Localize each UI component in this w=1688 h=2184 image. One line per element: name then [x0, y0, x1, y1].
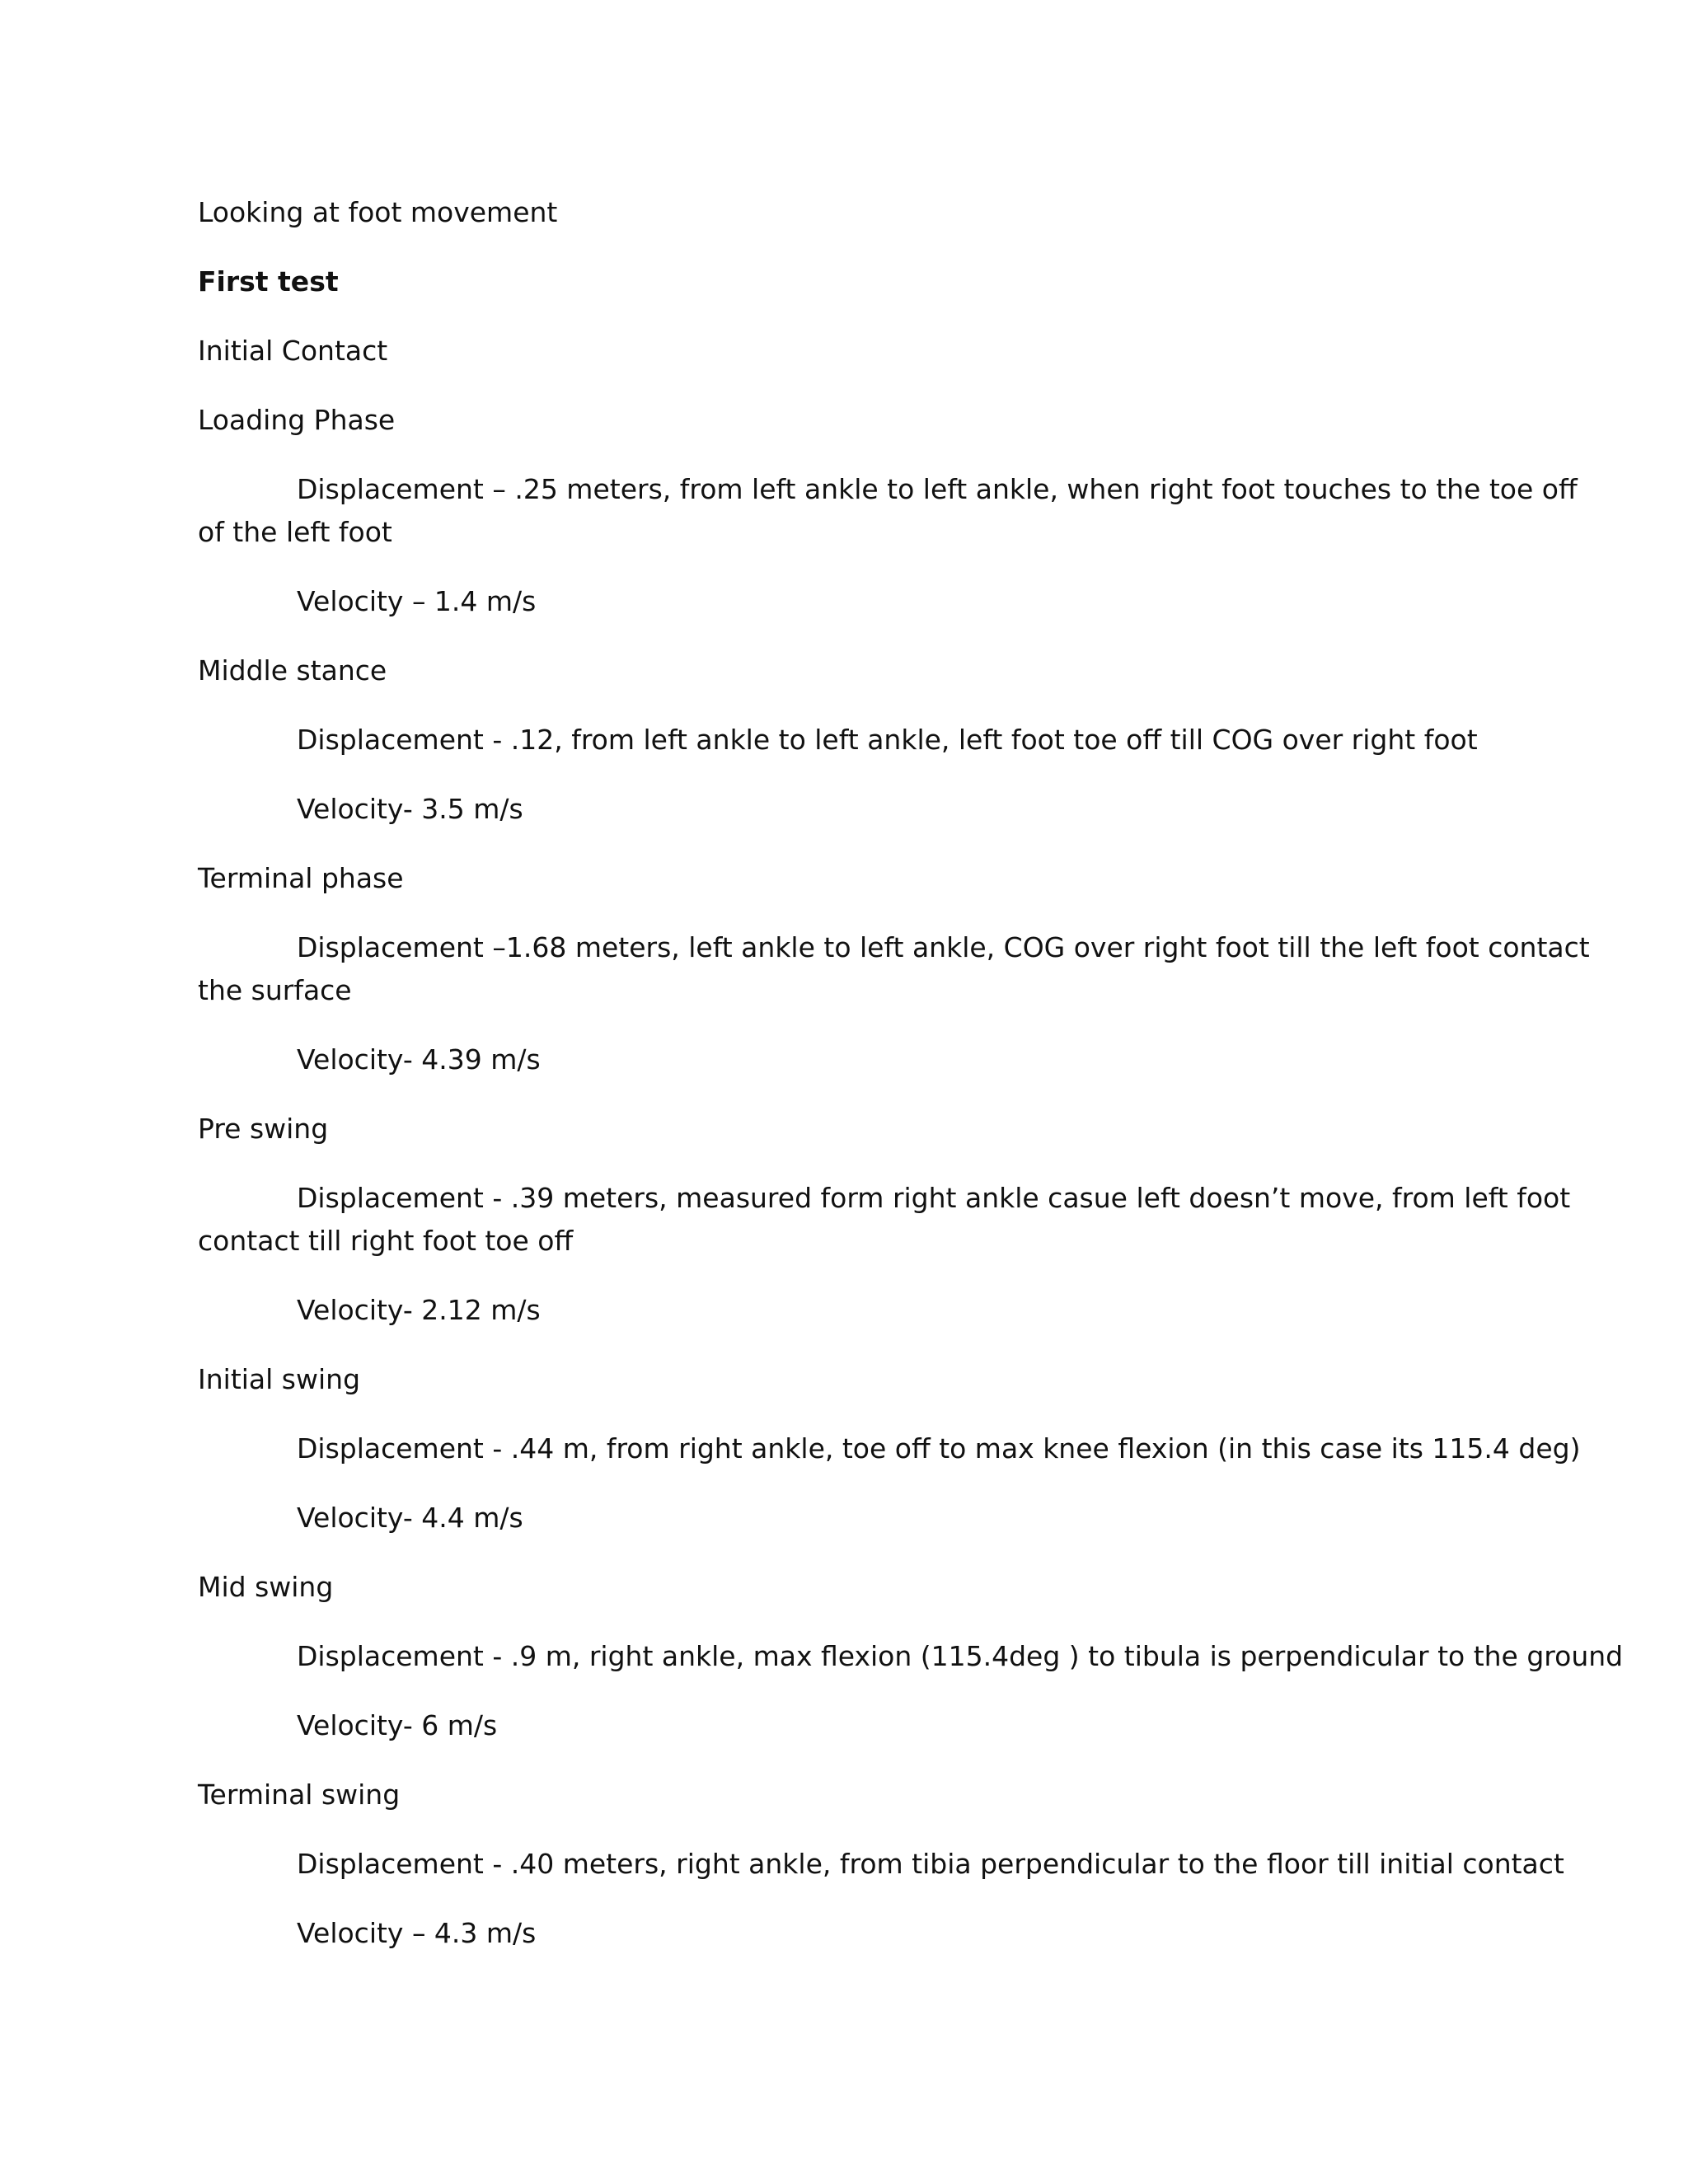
initial-swing-displacement: Displacement - .44 m, from right ankle, toe off to max knee flexion (in this case its 115.4 deg): [297, 1432, 1581, 1465]
terminal-displacement-line2: the surface: [198, 974, 352, 1006]
phase-mid-swing-title: Mid swing: [198, 1571, 334, 1603]
phase-pre-swing-title: Pre swing: [198, 1113, 329, 1145]
section-heading: First test: [198, 265, 339, 298]
document-title: Looking at foot movement: [198, 196, 558, 228]
phase-loading-title: Loading Phase: [198, 404, 396, 436]
terminal-swing-displacement: Displacement - .40 meters, right ankle, from tibia perpendicular to the floor till initial contact: [297, 1848, 1564, 1880]
phase-initial-swing-title: Initial swing: [198, 1363, 361, 1395]
phase-initial-contact: Initial Contact: [198, 335, 388, 367]
mid-swing-displacement: Displacement - .9 m, right ankle, max flexion (115.4deg ) to tibula is perpendicular to the ground: [297, 1640, 1624, 1672]
mid-swing-velocity: Velocity- 6 m/s: [297, 1709, 498, 1741]
initial-swing-velocity: Velocity- 4.4 m/s: [297, 1502, 523, 1534]
phase-middle-stance-title: Middle stance: [198, 654, 387, 687]
phase-terminal-swing-title: Terminal swing: [198, 1779, 401, 1811]
terminal-swing-velocity: Velocity – 4.3 m/s: [297, 1917, 537, 1949]
pre-swing-velocity: Velocity- 2.12 m/s: [297, 1294, 541, 1326]
middle-stance-velocity: Velocity- 3.5 m/s: [297, 793, 523, 825]
terminal-velocity: Velocity- 4.39 m/s: [297, 1043, 541, 1076]
pre-swing-displacement-line2: contact till right foot toe off: [198, 1225, 574, 1257]
pre-swing-displacement-line1: Displacement - .39 meters, measured form right ankle casue left doesn’t move, from left foot: [297, 1182, 1571, 1214]
loading-displacement-line1: Displacement – .25 meters, from left ankle to left ankle, when right foot touches to the toe off: [297, 473, 1578, 505]
loading-velocity: Velocity – 1.4 m/s: [297, 585, 537, 617]
phase-terminal-title: Terminal phase: [198, 862, 404, 894]
middle-stance-displacement: Displacement - .12, from left ankle to left ankle, left foot toe off till COG over right foot: [297, 724, 1478, 756]
terminal-displacement-line1: Displacement –1.68 meters, left ankle to left ankle, COG over right foot till the left foot contact: [297, 931, 1590, 963]
loading-displacement-line2: of the left foot: [198, 516, 392, 548]
